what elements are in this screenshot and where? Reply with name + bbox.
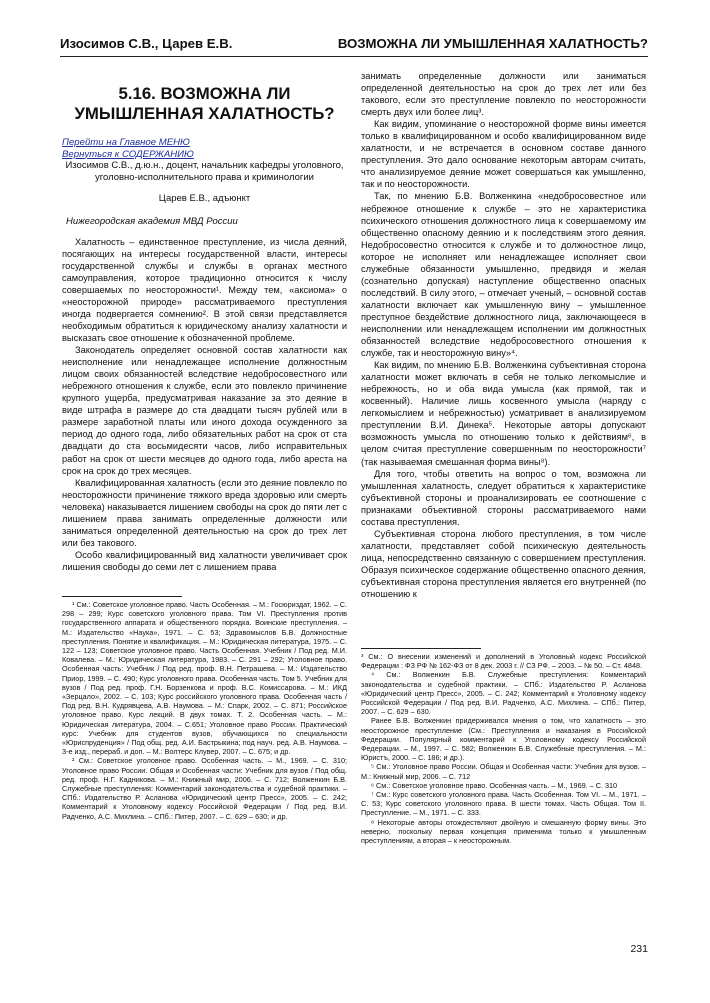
paragraph: Квалифицированная халатность (если это деяние повлекло по неосторожности причинение тяжкого вреда здоровью или смерть человека) наказывается лишением свободы на срок до пяти лет с лишением права занимать определенные должности или заниматься определенной деятельностью на срок до трех лет или без такового.	[62, 477, 347, 548]
paragraph: Субъективная сторона любого преступления, в том числе халатности, представляет собой психическую деятельность лица, непосредственно связанную с совершением преступления. Образуя психическое содержание общественно опасного деяния, субъективная сторона преступления является его внутренней (по отношению к	[361, 528, 646, 600]
author-1: Изосимов С.В., д.ю.н., доцент, начальник кафедры уголовного, уголовно-исполнительного права и криминологии	[65, 160, 344, 184]
paragraph: Халатность – единственное преступление, из числа деяний, посягающих на интересы государственной власти, интересы государственной службы и службы в органах местного самоуправления, которое традиционно относится к числу совершаемых по неосторожности¹. Между тем, «аксиома» о «неосторожной природе» рассматриваемого преступления иногда подвергается сомнению². В этой связи представляется необходимым обратиться к юридическому анализу халатности и высказать свое отношение к обозначенной проблеме.	[62, 236, 347, 344]
footnote: ³ См.: О внесении изменений и дополнений в Уголовный кодекс Российской Федерации : ФЗ РФ № 162-ФЗ от 8 дек. 2003 г. // СЗ РФ. – 2003. – № 50. – Ст. 4848.	[361, 652, 646, 671]
right-column	[361, 70, 646, 600]
page-number: 231	[630, 943, 648, 955]
header-authors: Изосимов С.В., Царев Е.В.	[60, 36, 233, 51]
footnotes-right	[361, 648, 646, 845]
paragraph: занимать определенные должности или заниматься определенной деятельностью на срок до трех лет или без такового, если это преступление повлекло по неосторожности смерть двух или более лиц³.	[361, 71, 646, 118]
paragraph: Для того, чтобы ответить на вопрос о том, возможна ли умышленная халатность, следует обратиться к характеристике субъективной стороны и проанализировать ее соотношение с признаками объективной стороны рассматриваемого нами состава преступления.	[361, 468, 646, 527]
footnote-rule	[62, 596, 182, 597]
institution: Нижегородская академия МВД России	[66, 215, 238, 227]
header-title: ВОЗМОЖНА ЛИ УМЫШЛЕННАЯ ХАЛАТНОСТЬ?	[337, 36, 648, 51]
footnote: ² См.: Советское уголовное право. Особенная часть. – М., 1969. – С. 310; Уголовное право России. Общая и Особенная части: Учебник для вузов / Под общ. ред. проф. Н.Г. Кадникова. – М.: Книжный мир, 2006. – С. 712; Волженкин Б.В. Служебные преступления: Комментарий законодательства и судебной практики. – СПб.: Издательство Р. Асланова «Юридический центр Пресс», 2005. – С. 242; Комментарий к Уголовному кодексу Российской Федерации / Под ред. В.И. Радченко, А.С. Михлина. – СПб.: Питер, 2007. – С. 629 – 630; и др.	[62, 756, 347, 821]
contents-link[interactable]: Вернуться к СОДЕРЖАНИЮ	[62, 148, 194, 160]
main-menu-link[interactable]: Перейти на Главное МЕНЮ	[62, 137, 190, 148]
footnote: ⁵ См.: Уголовное право России. Общая и Особенная части: Учебник для вузов. – М.: Книжный мир, 2006. – С. 712	[361, 762, 646, 781]
paragraph: Законодатель определяет основной состав халатности как неисполнение или ненадлежащее исполнение должностным лицом своих обязанностей вследствие недобросовестного или небрежного отношения к службе, если это повлекло причинение крупного ущерба, предусматривая наказание за это деяние в виде штрафа в размере до ста двадцати тысяч рублей или в размере заработной платы или иного дохода осужденного за период до одного года, либо обязательных работ на срок от ста двадцати до ста восьмидесяти часов, либо исправительных работ на срок от шести месяцев до одного года, либо ареста на срок на срок до трех месяцев.	[62, 345, 347, 476]
left-column	[62, 70, 347, 573]
author-2: Царев Е.В., адъюнкт	[158, 193, 251, 205]
running-header	[60, 36, 648, 51]
header-rule	[60, 56, 648, 57]
footnote: ⁷ См.: Курс советского уголовного права. Часть Особенная. Том VI. – М., 1971. – С. 53; Курс советского уголовного права. В шести томах. Часть Общая. Том II. Преступление. – М., 1971. – С. 333.	[361, 790, 646, 818]
paragraph: Особо квалифицированный вид халатности увеличивает срок лишения свободы до семи лет с лишением права	[62, 549, 347, 572]
footnote: ⁸ Некоторые авторы отождествляют двойную и смешанную форму вины. Это неверно, поскольку первая концепция применима только к умышленным преступлениям, а вторая – к неосторожным.	[361, 817, 646, 846]
footnotes-left	[62, 596, 347, 821]
footnote: ⁴ См.: Волженкин Б.В. Служебные преступления: Комментарий законодательства и судебной практики. – СПб.: Издательство Р. Асланова «Юридический центр Пресс», 2005. – С. 242; Комментарий к Уголовному кодексу Российской Федерации / Под ред. В.И. Радченко, А.С. Михлина. – СПб.: Питер, 2007. – С. 629 – 630.	[361, 670, 646, 717]
footnote-rule	[361, 648, 481, 649]
footnote: Ранее Б.В. Волженкин придерживался мнения о том, что халатность – это неосторожное преступление (См.: Преступления и наказания в Российской Федерации. Популярный комментарий к Уголовному кодексу Российской Федерации. – М., 1997. – С. 582; Волженкин Б.В. Служебные преступления. – М.: Юристъ, 2000. – С. 186; и др.).	[361, 716, 646, 763]
paragraph: Так, по мнению Б.В. Волженкина «недобросовестное или небрежное отношение к службе – это не характеристика психического отношения должностного лица к совершаемому им общественно опасному деянию и к последствиям этого деяния. Недобросовестно относится к службе и то должностное лицо, которое не исполняет или ненадлежащее исполняет свои служебные обязанности умышленно, предвидя и желая (сознательно допуская) наступление общественно опасных последствий. В силу этого, – отмечает ученый, – основной состав халатности включает как умышленную вину – умышленное преступное бездействие должностного лица, заключающееся в неисполнении или ненадлежащем исполнении им должностных обязанностей вследствие недобросовестного отношения к службе, так и неосторожную вину»⁴.	[361, 191, 646, 359]
article-title: 5.16. ВОЗМОЖНА ЛИ УМЫШЛЕННАЯ ХАЛАТНОСТЬ?	[74, 84, 335, 123]
footnote: ¹ См.: Советское уголовное право. Часть Особенная. – М.: Госюриздат, 1962. – С. 298 – 299; Курс советского уголовного права. Том VI. Преступления против государственного аппарата и общественного порядка. Воинские преступления. – М.: Издательство «Наука», 1971. – С. 53; Здравомыслов Б.В. Должностные преступления. Понятие и квалификация. – М.: Юридическая литература, 1975. – С. 122 – 123; Советское уголовное право. Часть Особенная. Учебник / Под ред. М.И. Ковалева. – М.: Юридическая литература, 1983. – С. 291 – 292; Уголовное право. Особенная часть: Учебник / Под ред. проф. В.Н. Петрашева. – М.: Издательство Приор, 1999. – С. 490; Курс уголовного права. Особенная часть. Том 5. Учебник для вузов / Под ред. проф. Г.Н. Борзенкова и проф. В.С. Комиссарова. – М.: ИКД «Зерцало», 2002. – С. 103; Курс российского уголовного права. Особенная часть / Под ред. В.Н. Кудрявцева, А.В. Наумова. – М.: Спарк, 2002. – С. 871; Российское уголовное право. Курс лекций. В двух томах. Т. 2. Особенная часть. – М.: Юридическая литература, 2004. – С.651; Уголовное право России. Практический курс: Учебник для студентов вузов, обучающихся по специальности «Юриспруденция» / Под общ. ред. А.И. Бастрыкина; под науч. ред. А.В. Наумова. – 3-е изд., перераб. и доп. – М.: Волтерс Клувер, 2007. – С. 675; и др.	[62, 600, 347, 757]
paragraph: Как видим, по мнению Б.В. Волженкина субъективная сторона халатности может включать в себя не только легкомыслие и небрежность, но и оба вида умысла (как прямой, так и косвенный). Наличие лишь косвенного умысла (наряду с легкомыслием и небрежностью) усматривает в анализируемом преступлении В.И. Динека⁵. Некоторые авторы допускают возможность умысла по отношению только к действиям⁶, в целом считая преступление совершенным по неосторожности⁷ (так называемая смешанная форма вины⁸).	[361, 360, 646, 467]
paragraph: Как видим, упоминание о неосторожной форме вины имеется только в квалифицированном и особо квалифицированном виде халатности, и не встречается в основном составе данного преступления. Это дало основание некоторым авторам считать, что анализируемое деяние может совершаться как умышленно, так и по неосторожности.	[361, 119, 646, 190]
footnote: ⁶ См.: Советское уголовное право. Особенная часть. – М., 1969. – С. 310	[371, 780, 618, 790]
